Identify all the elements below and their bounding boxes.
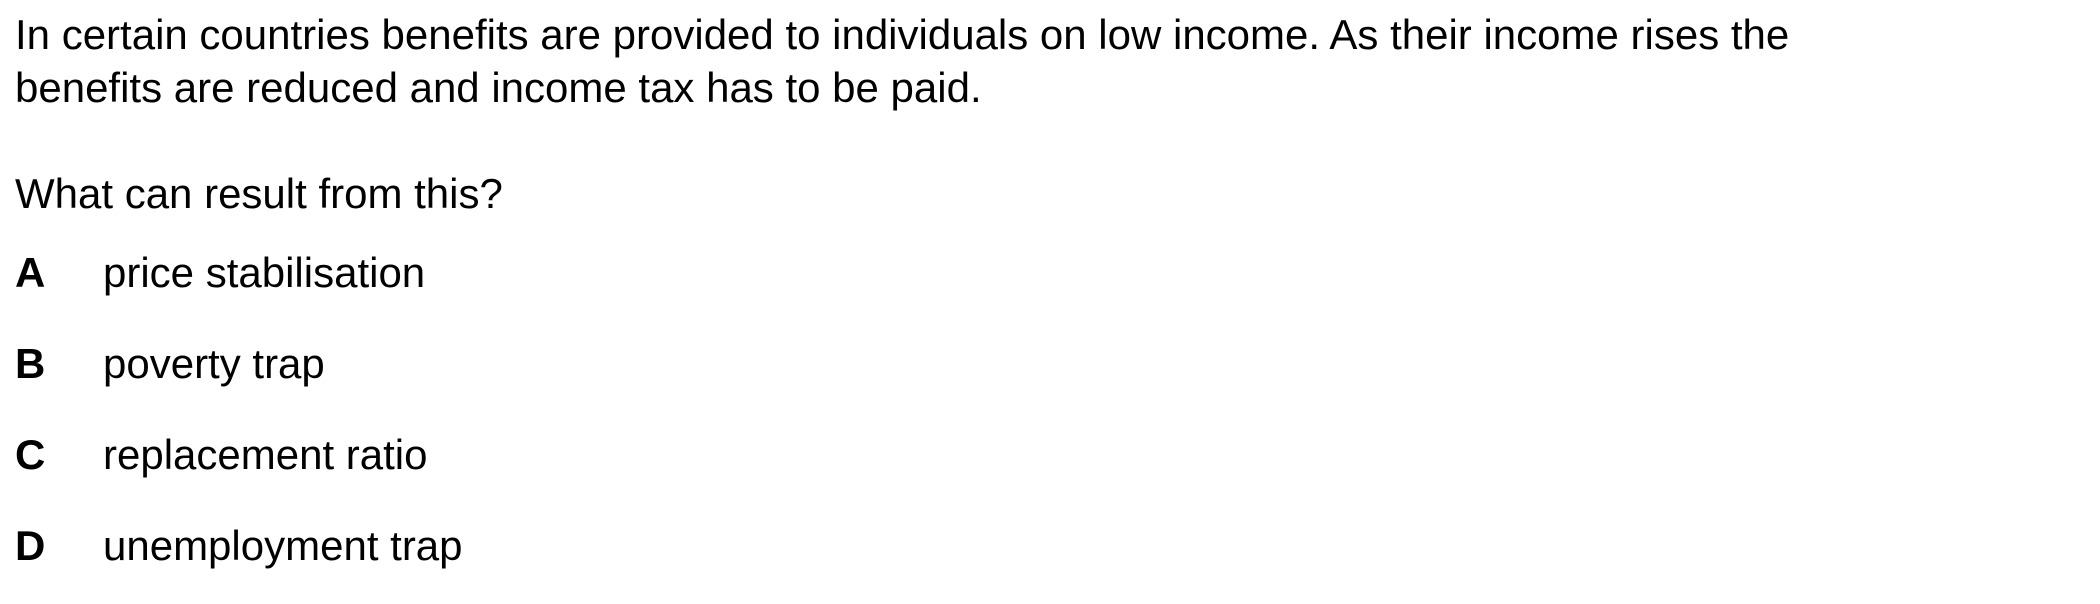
question-stem-line-2: benefits are reduced and income tax has to be paid.: [15, 64, 982, 111]
option-c-text: replacement ratio: [103, 431, 428, 478]
answer-options: [15, 246, 2100, 572]
option-b-letter: B: [15, 340, 46, 387]
option-c-letter: C: [15, 431, 46, 478]
option-a-letter: A: [15, 249, 46, 296]
option-a: [15, 246, 2100, 299]
question-prompt: What can result from this?: [15, 170, 503, 217]
question-stem-line-1: In certain countries benefits are provided to individuals on low income. As their income rises the: [15, 11, 1790, 58]
option-b-text: poverty trap: [103, 340, 325, 387]
option-c: [15, 428, 2100, 481]
option-d-letter: D: [15, 522, 46, 569]
option-a-text: price stabilisation: [103, 249, 426, 296]
option-b: [15, 337, 2100, 390]
option-d-text: unemployment trap: [103, 522, 463, 569]
option-d: [15, 519, 2100, 572]
question-stem: [15, 8, 2075, 114]
